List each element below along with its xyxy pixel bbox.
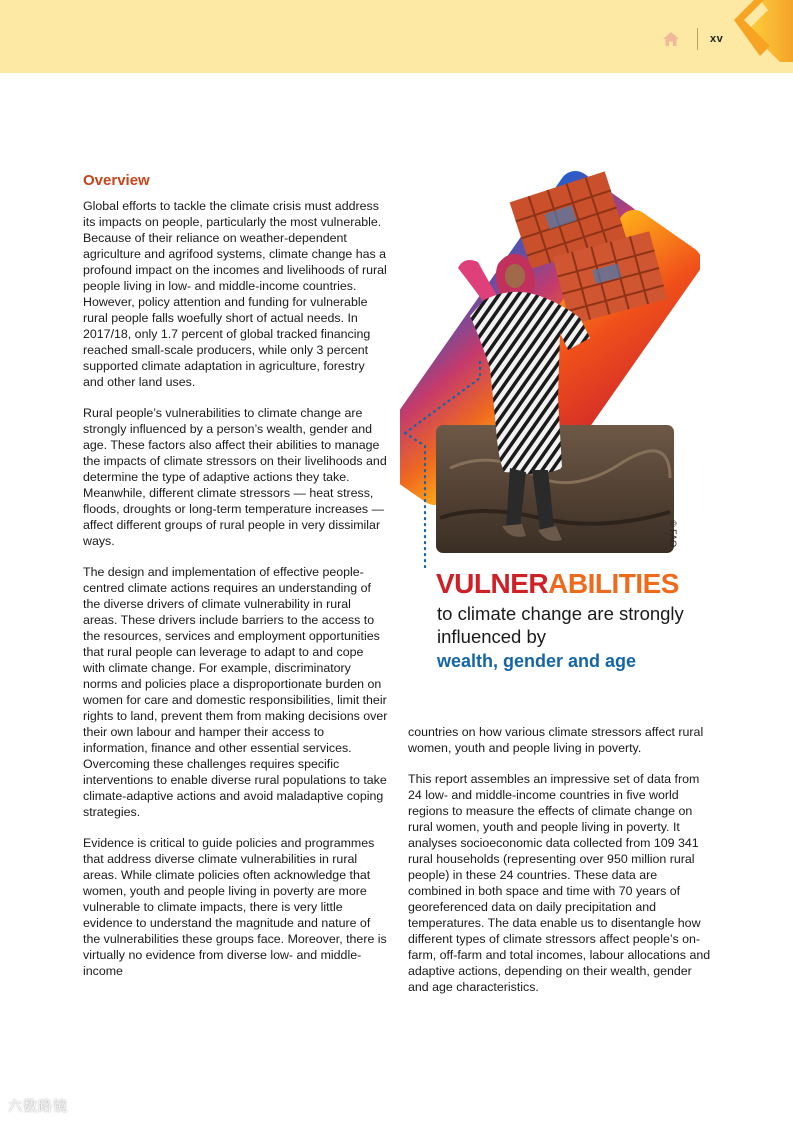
overview-paragraph: Evidence is critical to guide policies and programmes that address diverse climate vulnerabilities in rural areas. While climate policies often acknowledge that women, youth and people living in poverty are more vulnerable to climate impacts, there is very little evidence to understand the magnitude and nature of the vulnerabilities these groups face. Moreover, there is virtually no evidence from diverse low- and middle-income (83, 836, 387, 978)
callout-subtext: to climate change are strongly influenced by (437, 603, 684, 647)
callout-headline-part1: VULNER (436, 568, 549, 599)
callout-headline-part2: ABILITIES (548, 568, 679, 599)
photo-credit: © FAO (668, 520, 678, 548)
watermark: 六数路镜 (8, 1098, 68, 1114)
overview-heading: Overview (83, 172, 150, 189)
overview-paragraph: Rural people’s vulnerabilities to climate change are strongly influenced by a person’s wealth, gender and age. These factors also affect their abilities to manage the impacts of climate stressors on their livelihoods and determine the type of adaptive actions they take. Meanwhile, different climate stressors — heat stress, floods, droughts or long-term temperature increases — affect different groups of rural people in very dissimilar ways. (83, 406, 387, 548)
page-number: xv (710, 33, 724, 45)
overview-paragraph: Global efforts to tackle the climate crisis must address its impacts on people, particularly the most vulnerable. Because of their reliance on weather-dependent agriculture and agrifood systems, climate change has a profound impact on the incomes and livelihoods of rural people living in low- and middle-income countries. However, policy attention and funding for vulnerable rural people falls woefully short of actual needs. In 2017/18, only 1.7 percent of global tracked financing reached small-scale producers, while only 3 percent supported climate adaptation in agriculture, forestry and other land uses. (83, 199, 387, 389)
overview-continuation-column (408, 724, 713, 1010)
overview-paragraph: countries on how various climate stressors affect rural women, youth and people living in poverty. (408, 725, 704, 755)
overview-paragraph: The design and implementation of effective people-centred climate actions requires an understanding of the diverse drivers of climate vulnerability in rural areas. These drivers include barriers to the access to the resources, services and employment opportunities that rural people can leverage to adapt to and cope with climate change. For example, discriminatory norms and policies place a disproportionate burden on women for care and domestic responsibilities, limit their rights to land, prevent them from making decisions over their own labour and hamper their access to information, finance and other essential services. Overcoming these challenges requires specific interventions to enable diverse rural populations to take climate-adaptive actions and avoid maladaptive coping strategies. (83, 565, 388, 819)
hero-photo-woman-carrying-crates (400, 168, 700, 568)
header-divider (697, 28, 698, 50)
corner-chevron-decoration (730, 0, 793, 62)
overview-text-column (83, 198, 388, 994)
home-icon[interactable] (662, 31, 680, 47)
overview-paragraph: This report assembles an impressive set of data from 24 low- and middle-income countries in five world regions to measure the effects of climate change on rural women, youth and people living in poverty. It analyses socioeconomic data collected from 109 341 rural households (representing over 950 million rural people) in these 24 countries. These data are combined in both space and time with 70 years of georeferenced data on daily precipitation and temperatures. The data enable us to disentangle how different types of climate stressors affect people’s on-farm, off-farm and total incomes, labour allocations and adaptive actions, depending on their wealth, gender and age characteristics. (408, 772, 711, 994)
callout-headline (436, 567, 679, 601)
callout-emphasis: wealth, gender and age (437, 651, 637, 671)
